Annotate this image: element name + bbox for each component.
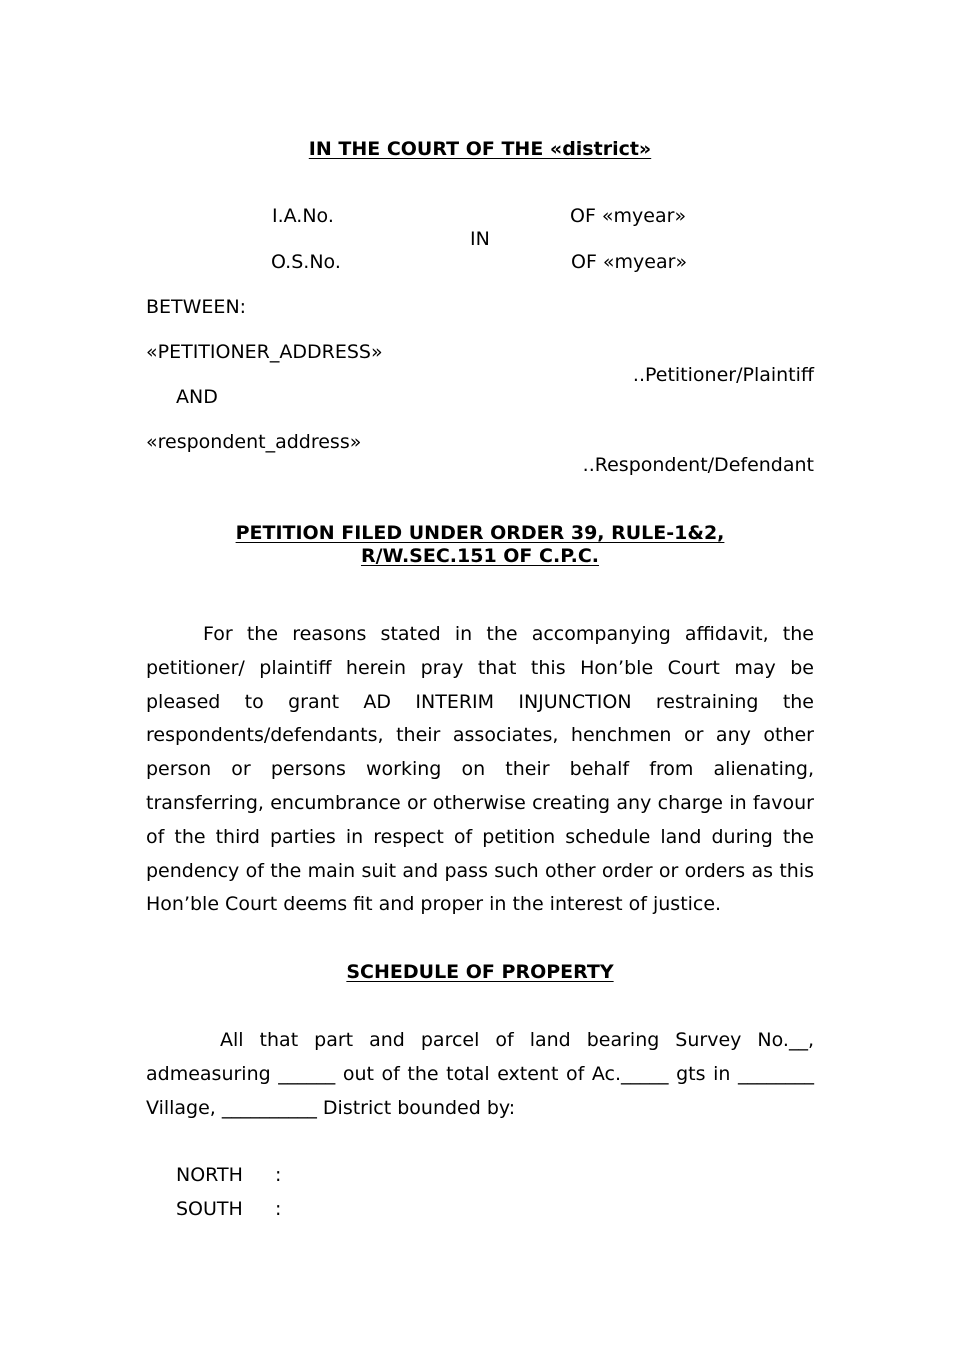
ia-number-label: I.A.No. xyxy=(272,205,334,227)
boundary-north-separator: : xyxy=(275,1164,282,1186)
court-title: IN THE COURT OF THE «district» xyxy=(308,138,652,160)
ia-year: OF «myear» xyxy=(570,205,687,227)
between-label: BETWEEN: xyxy=(146,296,247,318)
petition-heading-line-2: R/W.SEC.151 OF C.P.C. xyxy=(360,545,600,567)
petitioner-address: «PETITIONER_ADDRESS» xyxy=(146,341,383,363)
in-label: IN xyxy=(470,228,490,250)
boundary-north-label: NORTH xyxy=(176,1164,243,1186)
boundary-south-label: SOUTH xyxy=(176,1198,243,1220)
prayer-paragraph: For the reasons stated in the accompanying affidavit, the petitioner/ plaintiff herein pray that this Hon’ble Court may be pleased to grant AD INTERIM INJUNCTION restraining the respondents/defendants, their associates, henchmen or any other person or persons working on their behalf from alienating, transferring, encumbrance or otherwise creating any charge in favour of the third parties in respect of petition schedule land during the pendency of the main suit and pass such other order or orders as this Hon’ble Court deems fit and proper in the interest of justice. xyxy=(146,623,814,916)
petitioner-role: ..Petitioner/Plaintiff xyxy=(632,364,814,386)
os-number-label: O.S.No. xyxy=(271,251,341,273)
respondent-role: ..Respondent/Defendant xyxy=(582,454,814,476)
os-year: OF «myear» xyxy=(571,251,688,273)
petition-heading-line-1: PETITION FILED UNDER ORDER 39, RULE-1&2, xyxy=(235,522,725,544)
boundary-south-separator: : xyxy=(275,1198,282,1220)
and-label: AND xyxy=(176,386,218,408)
respondent-address: «respondent_address» xyxy=(146,431,362,453)
schedule-paragraph: All that part and parcel of land bearing Survey No.__, admeasuring ______ out of the total extent of Ac._____ gts in ________ Village, __________ District bounded by: xyxy=(146,1029,814,1119)
schedule-heading: SCHEDULE OF PROPERTY xyxy=(346,961,614,983)
